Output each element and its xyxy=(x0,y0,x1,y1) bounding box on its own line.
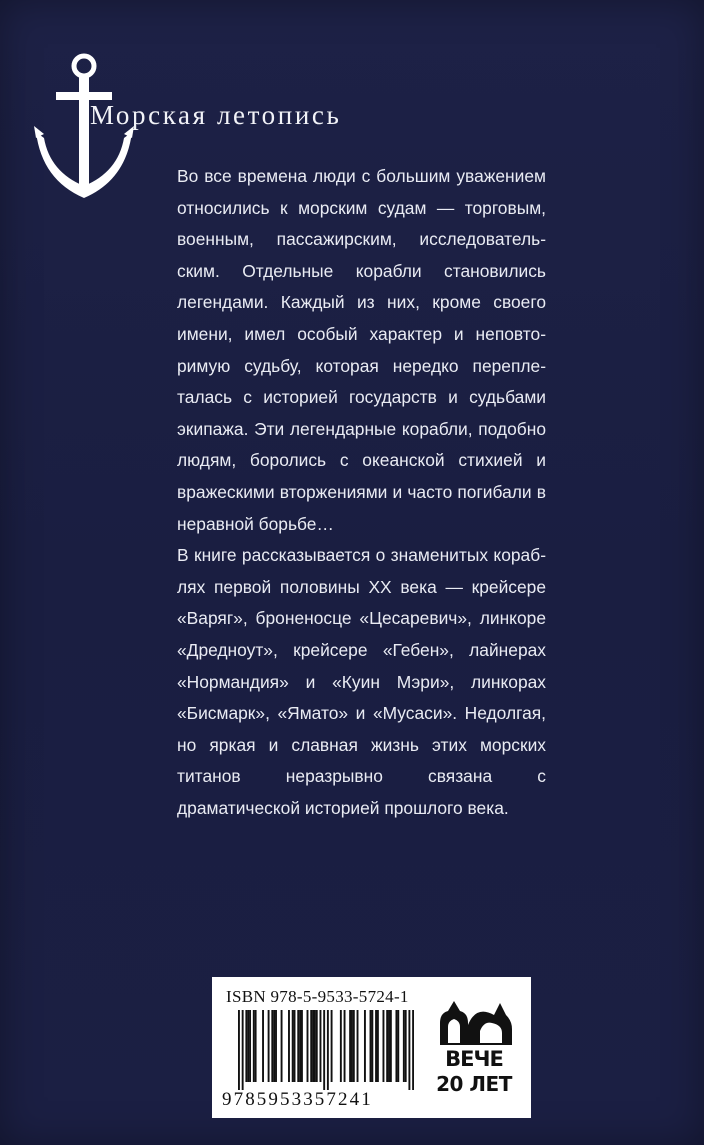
barcode-bar xyxy=(247,1010,249,1082)
barcode-bar xyxy=(403,1010,405,1082)
barcode-bar xyxy=(294,1010,296,1082)
barcode-bar xyxy=(405,1010,407,1082)
barcode-bar xyxy=(364,1010,366,1082)
barcode-digits: 9785953357241 xyxy=(222,1089,373,1110)
barcode-bar xyxy=(262,1010,264,1082)
barcode-bar xyxy=(312,1010,314,1082)
barcode-bar xyxy=(292,1010,294,1082)
barcode-bar xyxy=(297,1010,299,1082)
barcode-bar xyxy=(268,1010,270,1082)
barcode-bar xyxy=(349,1010,351,1082)
barcode-bar xyxy=(344,1010,346,1082)
blurb-paragraph: В книге рассказывается о знаменитых кораблях первой половины XX века — крейсере «Варяг», броненосце «Цесаревич», линкоре «Дредноут», крейсере «Гебен», лайнерах «Нормандия» и «Куин Мэри», линкорах «Бисмарк», «Ямато» и «Мусаси». Недолгая, но яркая и славная жизнь этих морских титанов неразрывно связана с драматической историей прошлого века. xyxy=(177,545,546,818)
barcode-bar xyxy=(314,1010,316,1082)
barcode-bar xyxy=(320,1010,322,1082)
barcode-panel xyxy=(212,977,531,1118)
barcode-bar xyxy=(408,1010,410,1090)
barcode-bar xyxy=(340,1010,342,1082)
barcode-bar xyxy=(370,1010,372,1082)
publisher-anniversary: 20 ЛЕТ xyxy=(436,1072,512,1096)
barcode-bar xyxy=(271,1010,273,1082)
barcode-bar xyxy=(249,1010,251,1082)
barcode-image xyxy=(238,1010,414,1090)
barcode-bar xyxy=(323,1010,325,1090)
series-title: Морская летопись xyxy=(90,100,342,130)
barcode-bar xyxy=(245,1010,247,1082)
barcode-bar xyxy=(327,1010,329,1090)
barcode-bar xyxy=(412,1010,414,1090)
barcode-bar xyxy=(357,1010,359,1082)
barcode-bar xyxy=(288,1010,290,1082)
blurb-text xyxy=(177,161,546,824)
barcode-bar xyxy=(395,1010,397,1082)
barcode-bar xyxy=(273,1010,275,1082)
barcode-bar xyxy=(255,1010,257,1082)
isbn-label: ISBN 978-5-9533-5724-1 xyxy=(226,987,409,1006)
barcode-bar xyxy=(242,1010,244,1090)
barcode-bar xyxy=(253,1010,255,1082)
barcode-bar xyxy=(388,1010,390,1082)
barcode-bar xyxy=(331,1010,333,1082)
barcode-bar xyxy=(383,1010,385,1082)
barcode-bar xyxy=(351,1010,353,1082)
barcode-bar xyxy=(299,1010,301,1082)
barcode-bar xyxy=(386,1010,388,1082)
barcode-bar xyxy=(377,1010,379,1082)
barcode-bar xyxy=(375,1010,377,1082)
barcode-bar xyxy=(275,1010,277,1082)
barcode-bar xyxy=(307,1010,309,1082)
blurb-paragraph: Во все времена люди с большим уважением относились к морским судам — торговым, военным, пассажирским, исследовательским. Отдельные корабли становились легендами. Каждый из них, кроме своего имени, имел особый характер и неповторимую судьбу, которая нередко переплеталась с историей государств и судьбами экипажа. Эти легендарные корабли, подобно людям, боролись с океанской стихией и вражескими вторжениями и часто погибали в неравной борьбе… xyxy=(177,166,546,534)
publisher-name: ВЕЧЕ xyxy=(445,1047,503,1071)
barcode-bar xyxy=(316,1010,318,1082)
barcode-bar xyxy=(281,1010,283,1082)
barcode-bar xyxy=(397,1010,399,1082)
barcode-bar xyxy=(310,1010,312,1082)
barcode-bar xyxy=(390,1010,392,1082)
barcode-bar xyxy=(301,1010,303,1082)
barcode-bar xyxy=(238,1010,240,1090)
barcode-bar xyxy=(353,1010,355,1082)
barcode-bar xyxy=(371,1010,373,1082)
